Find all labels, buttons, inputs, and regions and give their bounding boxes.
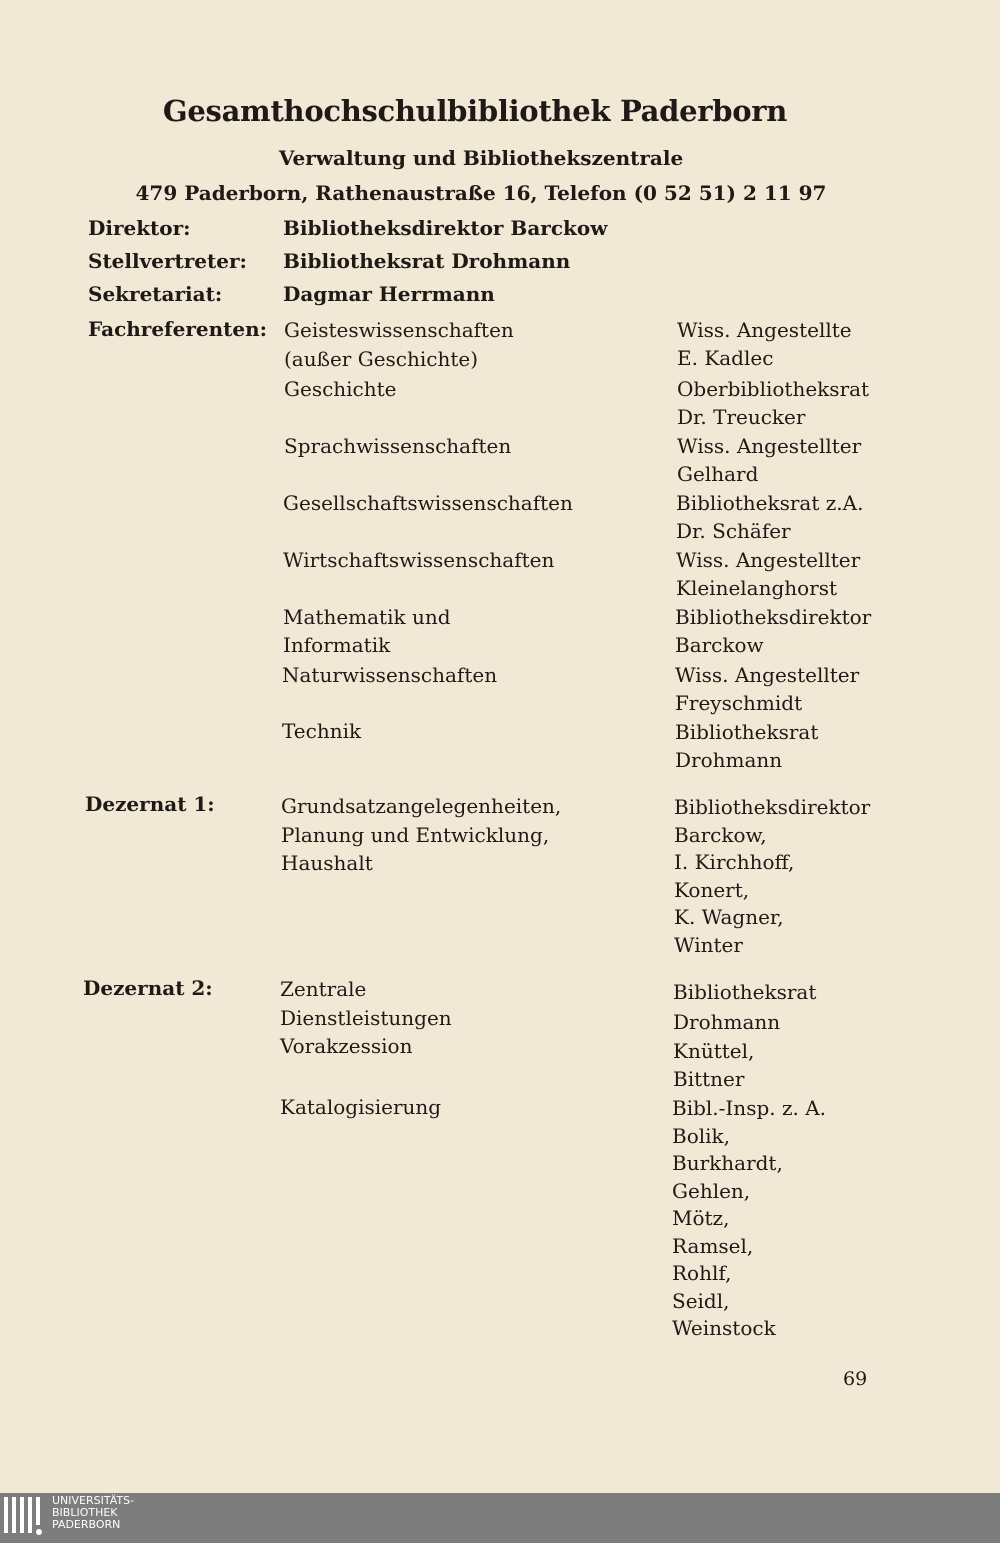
fachreferent-subject: Technik [282,719,362,743]
dezernat2-persons: Bibliotheksrat Drohmann Knüttel, Bittner [673,980,817,1091]
fachreferent-subject: Naturwissenschaften [282,663,498,687]
dezernat1-persons: Bibliotheksdirektor Barckow, I. Kirchhoff, Konert, K. Wagner, Winter [674,795,871,957]
dezernat1-label: Dezernat 1: [85,792,215,816]
fachreferent-person: Wiss. Angestellte E. Kadlec [677,318,852,370]
fachreferenten-label: Fachreferenten: [88,317,268,341]
director-value: Bibliotheksdirektor Barckow [283,216,608,240]
fachreferent-person: Wiss. Angestellter Kleinelanghorst [676,548,861,600]
fachreferent-person: Bibliotheksdirektor Barckow [675,605,872,657]
dezernat2-task-katalog: Katalogisierung [280,1095,442,1119]
page-subtitle: Verwaltung und Bibliothekszentrale [278,146,684,170]
library-logo-icon [4,1497,44,1537]
deputy-label: Stellvertreter: [88,249,247,273]
library-logo-text: UNIVERSITÄTS- BIBLIOTHEK PADERBORN [52,1494,135,1531]
fachreferent-person: Wiss. Angestellter Gelhard [677,434,862,486]
library-footer-banner [0,1493,1000,1543]
dezernat2-label: Dezernat 2: [83,976,213,1000]
dezernat2-persons-katalog: Bibl.-Insp. z. A. Bolik, Burkhardt, Gehlen, Mötz, Ramsel, Rohlf, Seidl, Weinstock [672,1096,827,1340]
fachreferent-subject: Sprachwissenschaften [284,434,512,458]
fachreferent-person: Bibliotheksrat Drohmann [675,720,819,772]
fachreferent-subject: Geisteswissenschaften (außer Geschichte) [284,318,514,371]
secretariat-label: Sekretariat: [88,282,223,306]
fachreferent-subject: Wirtschaftswissenschaften [283,548,555,572]
director-label: Direktor: [88,216,191,240]
fachreferent-subject: Geschichte [284,377,397,401]
fachreferent-person: Wiss. Angestellter Freyschmidt [675,663,860,715]
page-title: Gesamthochschulbibliothek Paderborn [162,94,788,128]
deputy-value: Bibliotheksrat Drohmann [283,249,571,273]
secretariat-value: Dagmar Herrmann [283,282,495,306]
dezernat2-tasks: Zentrale Dienstleistungen Vorakzession [280,977,452,1058]
fachreferent-person: Bibliotheksrat z.A. Dr. Schäfer [676,491,864,543]
address-line: 479 Paderborn, Rathenaustraße 16, Telefon (0 52 51) 2 11 97 [135,181,827,205]
fachreferent-person: Oberbibliotheksrat Dr. Treucker [677,377,870,429]
dezernat1-tasks: Grundsatzangelegenheiten, Planung und Entwicklung, Haushalt [281,794,562,875]
page-number: 69 [843,1368,868,1390]
fachreferent-subject: Gesellschaftswissenschaften [283,491,573,515]
fachreferent-subject: Mathematik und Informatik [283,605,451,657]
